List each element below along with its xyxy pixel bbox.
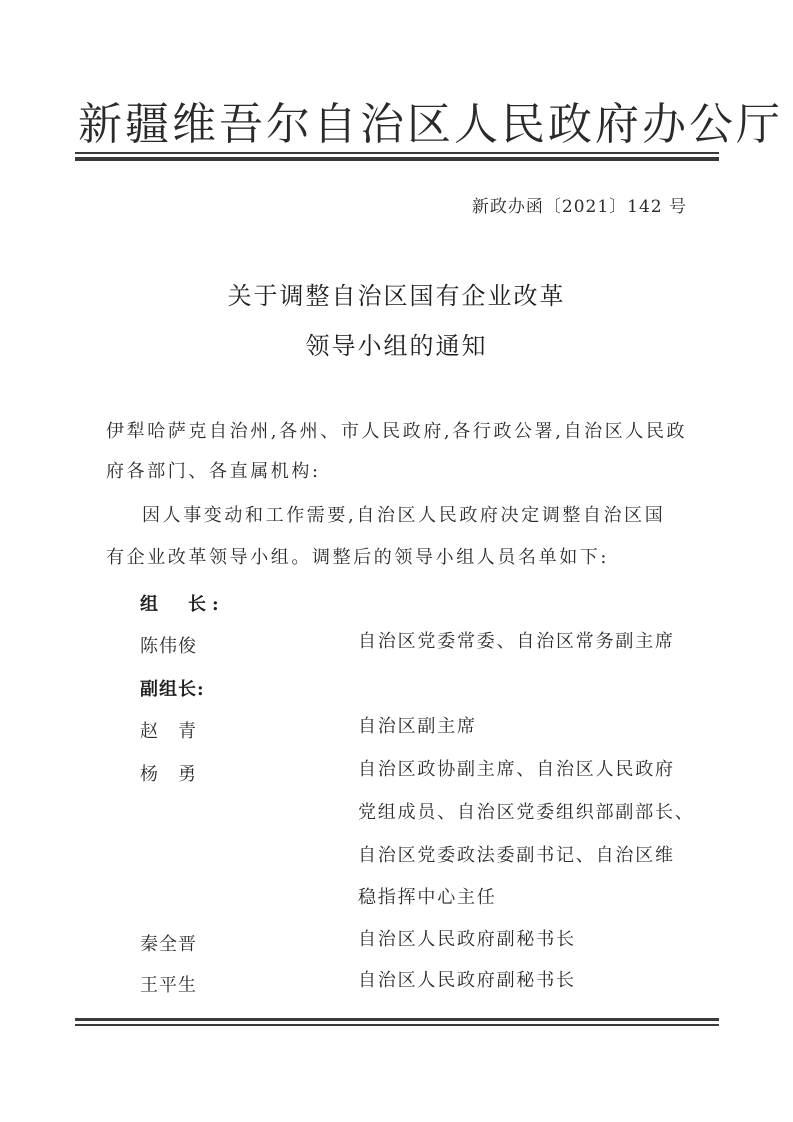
intro-line-1: 因人事变动和工作需要,自治区人民政府决定调整自治区国 — [142, 505, 666, 526]
member-post: 自治区人民政府副秘书长 — [358, 929, 576, 950]
footer-rule-thick — [75, 1018, 719, 1021]
header-rule-thin — [75, 152, 719, 154]
addressee-line-2: 府各部门、各直属机构: — [106, 461, 321, 482]
member-post: 自治区副主席 — [358, 716, 477, 737]
deputy-leader-label: 副组长: — [140, 679, 205, 700]
intro-line-2: 有企业改革领导小组。调整后的领导小组人员名单如下: — [106, 547, 610, 568]
header-rule-thick — [75, 157, 719, 161]
document-title-line-1: 关于调整自治区国有企业改革 — [227, 282, 566, 310]
member-name: 陈伟俊 — [140, 636, 197, 657]
member-post: 党组成员、自治区党委组织部副部长、 — [358, 802, 695, 823]
addressee-line-1: 伊犁哈萨克自治州,各州、市人民政府,各行政公署,自治区人民政 — [106, 421, 688, 442]
leader-label: 组 长: — [140, 594, 225, 615]
member-name: 王平生 — [140, 975, 197, 996]
member-post: 自治区党委政法委副书记、自治区维 — [358, 845, 675, 866]
member-post: 自治区政协副主席、自治区人民政府 — [358, 759, 675, 780]
member-name: 秦全晋 — [140, 934, 197, 955]
member-post: 自治区党委常委、自治区常务副主席 — [358, 631, 675, 652]
document-number: 新政办函〔2021〕142 号 — [471, 197, 687, 217]
member-name: 赵 青 — [140, 721, 197, 742]
issuer-title: 新疆维吾尔自治区人民政府办公厅 — [78, 99, 783, 150]
member-name: 杨 勇 — [140, 764, 197, 785]
document-title-line-2: 领导小组的通知 — [305, 332, 488, 360]
member-post: 稳指挥中心主任 — [358, 887, 497, 908]
member-post: 自治区人民政府副秘书长 — [358, 970, 576, 991]
footer-rule-thin — [75, 1024, 719, 1026]
